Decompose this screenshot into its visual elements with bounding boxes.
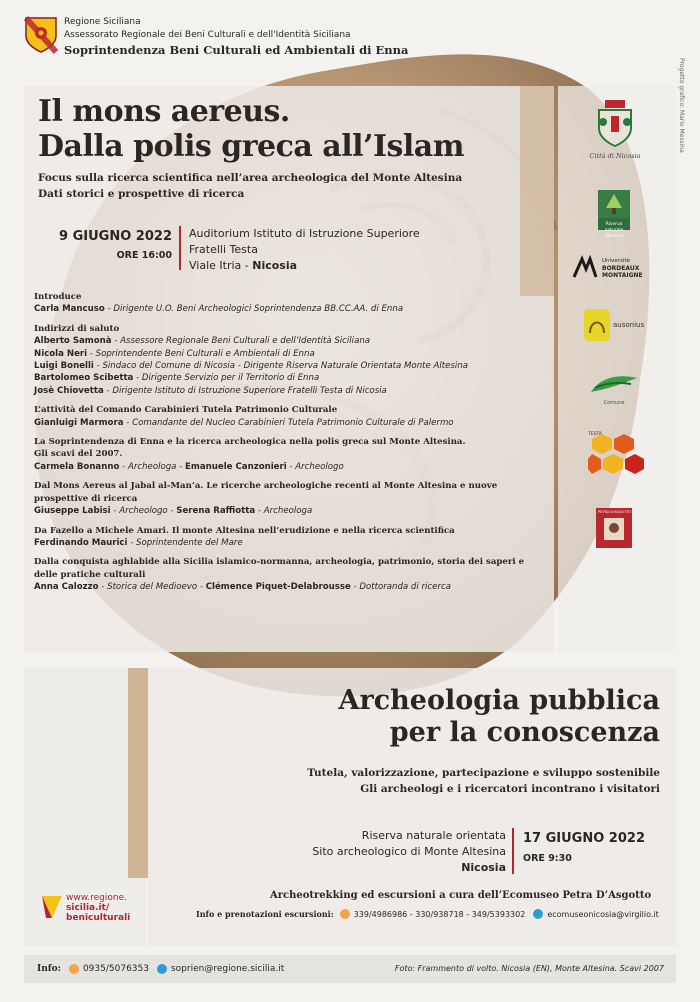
event1-venue-line1: Auditorium Istituto di Istruzione Superiore [189, 227, 420, 240]
event2-title [339, 685, 660, 749]
event1-subtitle [38, 170, 462, 202]
event1-divider [179, 226, 181, 270]
program-talk2-heading2: Gli scavi del 2007. [34, 449, 123, 460]
event1-title-line2: Dalla polis greca all’Islam [38, 129, 464, 164]
event1-venue-street: Viale Itria - [189, 259, 253, 272]
program-talk5 [34, 556, 524, 593]
ausonius-icon [584, 309, 610, 341]
region-coat-of-arms-icon [24, 16, 58, 54]
footer-phone[interactable]: 0935/5076353 [82, 964, 149, 974]
logo-ausonius-label: ausonius [613, 321, 645, 329]
event2-title-line2: per la conoscenza [389, 717, 660, 748]
program-saluti-row: Bartolomeo Scibetta - Dirigente Servizio per il Territorio di Enna [34, 373, 320, 384]
program-talk5-heading1: Dalla conquista aghlabide alla Sicilia islamico-normanna, archeologia, patrimonio, storia dei saperi e [34, 557, 525, 568]
program-talk3-speakers: Giuseppe Labisi - Archeologo - Serena Raffiotta - Archeologa [34, 506, 313, 517]
city-crest-icon [595, 98, 635, 148]
program-talk3 [34, 480, 524, 517]
logo-city-nicosia [588, 98, 642, 162]
logo-comune [586, 370, 642, 406]
logo-city-label: Città di Nicosia [589, 152, 641, 160]
program-talk1-speaker: Gianluigi Marmora - Comandante del Nucleo Carabinieri Tutela Patrimonio Culturale di Palermo [34, 417, 454, 428]
program-introduce-heading: Introduce [34, 292, 82, 302]
event1-title-line1: Il mons aereus. [38, 94, 290, 129]
program [34, 291, 524, 601]
program-talk4-heading: Da Fazello a Michele Amari. Il monte Altesina nell’erudizione e nella ricerca scientifica [34, 525, 455, 536]
email-icon [533, 909, 543, 919]
logo-petra [596, 508, 632, 548]
booking-phones[interactable]: 339/4986986 - 330/938718 - 349/5393302 [353, 909, 526, 919]
event2-date: 17 GIUGNO 2022 [523, 831, 645, 846]
program-saluti-row: Josè Chiovetta - Dirigente Istituto di Istruzione Superiore Fratelli Testa di Nicosia [34, 385, 387, 396]
program-talk2-speakers: Carmela Bonanno - Archeologa - Emanuele Canzonieri - Archeologo [34, 461, 344, 472]
phone-icon [69, 964, 79, 974]
footer-info [37, 964, 284, 974]
logo-altesina [598, 190, 630, 239]
event1-date: 9 GIUGNO 2022 [59, 229, 172, 244]
program-saluti [34, 323, 524, 397]
logo-bordeaux [572, 255, 662, 281]
event2-venue [312, 828, 506, 876]
event1-subtitle-line2: Dati storici e prospettive di ricerca [38, 188, 245, 200]
program-introduce-row: Carla Mancuso - Dirigente U.O. Beni Archeologici Soprintendenza BB.CC.AA. di Enna [34, 304, 404, 315]
panel-logos [558, 86, 676, 652]
region-site-link[interactable]: www.regione. sicilia.it/ beniculturali [66, 893, 131, 923]
header-org2: Assessorato Regionale dei Beni Culturali e dell'Identità Siciliana [64, 30, 351, 40]
phone-icon [340, 909, 350, 919]
tree-icon [598, 190, 630, 218]
event2-divider [512, 828, 514, 874]
logo-ausonius [584, 308, 648, 342]
bordeaux-montaigne-icon [572, 257, 598, 279]
program-saluti-row: Alberto Samonà - Assessore Regionale Beni Culturali e dell’Identità Siciliana [34, 336, 371, 347]
event2-trekking: Archeotrekking ed escursioni a cura dell’Ecomuseo Petra D’Asgotto [270, 890, 652, 901]
program-talk3-heading1: Dal Mons Aereus al Jabal al-Man’a. Le ricerche archeologiche recenti al Monte Altesina e nuove [34, 481, 498, 492]
program-talk4-speaker: Ferdinando Maurici - Soprintendente del Mare [34, 537, 243, 548]
program-talk2 [34, 436, 524, 473]
footer-email[interactable]: soprien@regione.sicilia.it [170, 964, 285, 974]
booking-email[interactable]: ecomuseonicosia@virgilio.it [547, 909, 659, 919]
footer-info-label: Info: [37, 964, 61, 974]
event1-title [38, 94, 464, 164]
region-site-icon [40, 892, 64, 920]
footer-photo-caption: Foto: Frammento di volto. Nicosia (EN), Monte Altesina. Scavi 2007 [394, 964, 664, 973]
logo-bordeaux-text: Université BORDEAUX MONTAIGNE [602, 257, 643, 279]
header-org1: Regione Siciliana [64, 17, 141, 27]
program-saluti-row: Luigi Bonelli - Sindaco del Comune di Nicosia - Dirigente Riserva Naturale Orientata Monte Altesina [34, 361, 469, 372]
program-talk3-heading2: prospettive di ricerca [34, 493, 138, 504]
event1-venue [189, 226, 420, 274]
event2-subtitle-line2: Gli archeologi e i ricercatori incontrano i visitatori [360, 783, 660, 795]
event2-venue-line1: Riserva naturale orientata [361, 829, 506, 842]
design-credit: Progetto grafico: Mario Messina [678, 58, 685, 153]
program-talk5-heading2: delle pratiche culturali [34, 569, 146, 580]
leaves-icon [587, 370, 641, 396]
ecomuseum-icon [596, 508, 632, 548]
program-talk5-speakers: Anna Calozzo - Storica del Medioevo - Clémence Piquet-Delabrousse - Dottoranda di ricerca [34, 582, 451, 593]
region-site-logo[interactable] [40, 892, 64, 920]
event2-subtitle-line1: Tutela, valorizzazione, partecipazione e sviluppo sostenibile [307, 767, 660, 779]
program-talk1 [34, 404, 524, 429]
event2-venue-city: Nicosia [461, 861, 506, 874]
event1-venue-line2: Fratelli Testa [189, 243, 258, 256]
decor-bar-right [520, 86, 554, 296]
event2-booking [196, 909, 659, 919]
program-talk2-heading1: La Soprintendenza di Enna e la ricerca archeologica nella polis greca sul Monte Altesina. [34, 437, 466, 448]
program-talk1-heading: L’attività del Comando Carabinieri Tutela Patrimonio Culturale [34, 405, 338, 416]
program-saluti-row: Nicola Neri - Soprintendente Beni Culturali e Ambientali di Enna [34, 348, 315, 359]
event1-venue-line3 [189, 258, 420, 274]
event2-time: ORE 9:30 [523, 853, 572, 864]
booking-label: Info e prenotazioni escursioni: [196, 909, 334, 919]
logo-petra-label: PETRA D’ASGOTTO [598, 510, 632, 514]
header-org3: Soprintendenza Beni Culturali ed Ambientali di Enna [64, 43, 409, 57]
logo-altesina-label: Riserva naturale Altesina [604, 222, 624, 239]
logo-testa-label: TESTA [588, 432, 602, 437]
event2-venue-line2: Sito archeologico di Monte Altesina [312, 845, 506, 858]
event2-title-line1: Archeologia pubblica [338, 685, 660, 716]
event1-venue-city: Nicosia [252, 259, 298, 272]
program-introduce [34, 291, 524, 316]
event1-subtitle-line1: Focus sulla ricerca scientifica nell’area archeologica del Monte Altesina [38, 172, 463, 184]
email-icon [157, 964, 167, 974]
decor-bar-left [128, 668, 148, 878]
program-talk4 [34, 525, 524, 550]
hexagon-cluster-icon [588, 432, 644, 478]
event1-time: ORE 16:00 [116, 250, 172, 261]
logo-comune-label: Comune [603, 400, 625, 406]
logo-testa [588, 432, 644, 478]
event2-subtitle [307, 765, 660, 797]
program-saluti-heading: Indirizzi di saluto [34, 323, 120, 334]
